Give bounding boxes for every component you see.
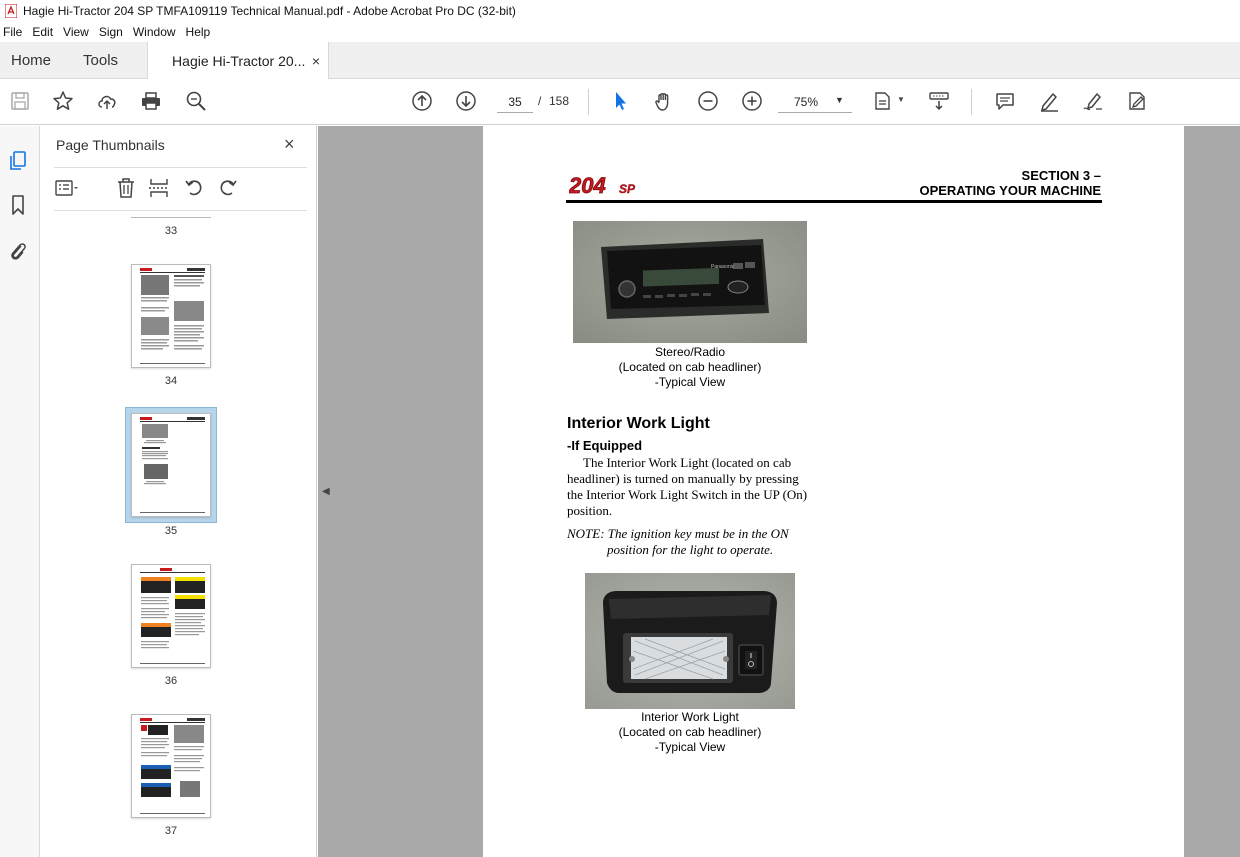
radio-brand-text: Panasonic xyxy=(711,264,735,270)
thumbnail-page-33-edge xyxy=(131,217,211,218)
menu-sign[interactable]: Sign xyxy=(98,25,123,39)
menu-help[interactable]: Help xyxy=(185,25,211,39)
work-light-caption-line1: Interior Work Light xyxy=(641,710,739,724)
section-header-line2: OPERATING YOUR MACHINE xyxy=(919,183,1101,198)
delete-page-icon[interactable] xyxy=(114,176,138,200)
tab-home[interactable]: Home xyxy=(11,51,52,69)
panel-close-button[interactable]: × xyxy=(284,134,295,154)
note-line1: NOTE: The ignition key must be in the ON xyxy=(567,526,789,541)
page-fit-caret-icon[interactable]: ▼ xyxy=(897,95,905,104)
select-cursor-icon[interactable] xyxy=(608,89,632,113)
search-zoom-icon[interactable] xyxy=(184,89,208,113)
thumbnail-label: 35 xyxy=(164,525,178,537)
window-title: Hagie Hi-Tractor 204 SP TMFA109119 Technical Manual.pdf - Adobe Acrobat Pro DC (32-bit) xyxy=(23,4,516,18)
thumbnail-label: 36 xyxy=(164,675,178,687)
page-total: 158 xyxy=(549,94,570,108)
print-icon[interactable] xyxy=(139,89,163,113)
header-rule xyxy=(566,200,1102,203)
section-header xyxy=(860,168,1101,198)
rotate-clockwise-icon[interactable] xyxy=(216,176,240,200)
thumbnail-label: 33 xyxy=(164,225,178,237)
hand-tool-icon[interactable] xyxy=(652,89,676,113)
body-paragraph: The Interior Work Light (located on cab headliner) is turned on manually by pressing the Interior Work Light Switch in the UP (On) position. xyxy=(567,455,808,518)
stereo-radio-photo xyxy=(573,221,807,343)
svg-text:204: 204 xyxy=(569,173,606,197)
bookmark-star-icon[interactable] xyxy=(51,89,75,113)
menu-view[interactable]: View xyxy=(63,25,89,39)
page-number-input[interactable] xyxy=(497,91,533,113)
toolbar-divider xyxy=(971,89,972,115)
menu-file[interactable]: File xyxy=(3,25,23,39)
thumbnail-page-35[interactable] xyxy=(131,413,211,517)
bookmarks-icon[interactable] xyxy=(6,193,30,217)
fill-sign-icon[interactable] xyxy=(1125,89,1149,113)
page-separator: / xyxy=(538,94,542,108)
stereo-caption-line2: (Located on cab headliner) xyxy=(618,360,762,374)
highlight-pen-icon[interactable] xyxy=(1037,89,1061,113)
tab-document[interactable] xyxy=(147,42,329,80)
thumbnail-options-icon[interactable] xyxy=(54,176,78,200)
thumbnail-page-37[interactable] xyxy=(131,714,211,818)
note-paragraph xyxy=(567,526,817,558)
model-logo-204sp xyxy=(569,173,643,197)
thumbnail-label: 34 xyxy=(164,375,178,387)
page-fit-icon[interactable] xyxy=(871,89,895,113)
attachments-icon[interactable] xyxy=(6,239,30,263)
work-light-caption-line3: -Typical View xyxy=(654,740,726,754)
zoom-out-icon[interactable] xyxy=(696,89,720,113)
tab-tools[interactable]: Tools xyxy=(83,51,119,69)
work-light-caption xyxy=(573,710,807,755)
save-icon[interactable] xyxy=(8,89,32,113)
title-bar xyxy=(0,0,1240,22)
main-toolbar xyxy=(0,79,1240,125)
tab-document-label: Hagie Hi-Tractor 20... xyxy=(172,53,306,69)
panel-divider xyxy=(54,167,307,168)
left-navigation-rail xyxy=(0,126,40,857)
zoom-in-icon[interactable] xyxy=(740,89,764,113)
acrobat-app-icon xyxy=(5,4,17,18)
stereo-caption xyxy=(573,345,807,390)
toolbar-divider xyxy=(588,89,589,115)
menu-window[interactable]: Window xyxy=(132,25,176,39)
sign-pen-icon[interactable] xyxy=(1081,89,1105,113)
thumbnail-page-34[interactable] xyxy=(131,264,211,368)
menu-bar xyxy=(0,22,1240,42)
stereo-caption-line1: Stereo/Radio xyxy=(654,345,726,359)
tab-close-button[interactable]: × xyxy=(311,53,321,69)
thumbnail-page-36[interactable] xyxy=(131,564,211,668)
next-page-icon[interactable] xyxy=(454,89,478,113)
thumbnail-list xyxy=(40,214,317,857)
section-heading: Interior Work Light xyxy=(567,415,710,432)
panel-title: Page Thumbnails xyxy=(56,137,165,153)
thumbnail-label: 37 xyxy=(164,825,178,837)
note-line2: position for the light to operate. xyxy=(607,542,774,557)
collapse-panel-icon[interactable]: ◀ xyxy=(322,486,330,497)
work-light-caption-line2: (Located on cab headliner) xyxy=(618,725,762,739)
page-thumbnails-icon[interactable] xyxy=(6,148,30,172)
section-subheading: -If Equipped xyxy=(567,438,643,453)
scroll-mode-icon[interactable] xyxy=(927,89,951,113)
thumbnail-tools xyxy=(54,176,307,202)
cloud-upload-icon[interactable] xyxy=(95,89,119,113)
zoom-dropdown-caret-icon[interactable]: ▼ xyxy=(835,95,844,105)
svg-text:SP: SP xyxy=(619,182,636,196)
previous-page-icon[interactable] xyxy=(410,89,434,113)
insert-page-icon[interactable] xyxy=(147,176,171,200)
rotate-counterclockwise-icon[interactable] xyxy=(182,176,206,200)
menu-edit[interactable]: Edit xyxy=(32,25,54,39)
page-thumbnails-panel xyxy=(40,126,317,857)
section-header-line1: SECTION 3 – xyxy=(1021,168,1101,183)
interior-work-light-photo xyxy=(585,573,795,709)
comment-icon[interactable] xyxy=(993,89,1017,113)
panel-divider xyxy=(54,210,307,211)
stereo-caption-line3: -Typical View xyxy=(654,375,726,389)
tab-bar xyxy=(0,42,1240,79)
